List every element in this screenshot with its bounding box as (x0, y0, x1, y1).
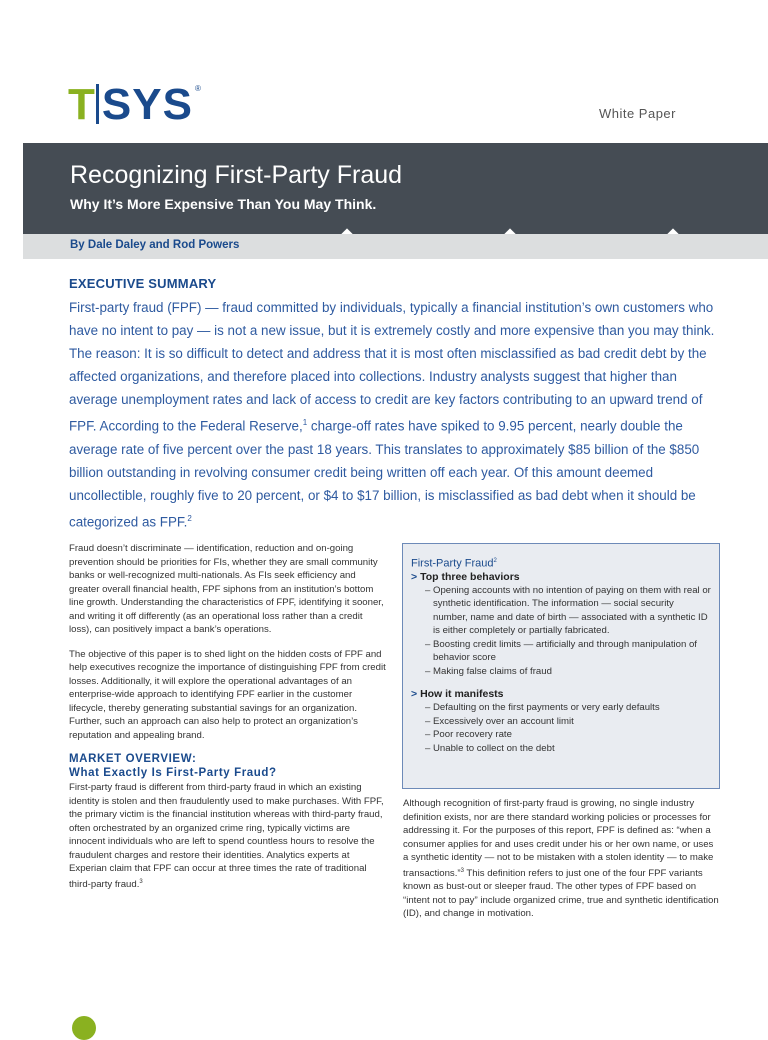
list-item: – Poor recovery rate (425, 729, 512, 741)
paragraph: Fraud doesn’t discriminate — identification, reduction and on-going prevention should be priorities for FIs, whether they are small community banks or well-recognized multi-nationals. As FIs seek efficiency and greater overall financial health, FPF siphons from an institution’s bottom line growth. Understanding the characteristics of FPF, identifying it sooner, and writing it off differently (as an operational loss rather than a credit loss), can positively impact a bank’s operations. (69, 543, 384, 635)
list-item: – Boosting credit limits — artificially and through manipulation of behavior score (425, 638, 697, 664)
page-subtitle: Why It’s More Expensive Than You May Think. (70, 196, 377, 212)
logo-sys: SYS (101, 80, 193, 129)
manifests-list (425, 701, 711, 755)
paragraph-text: Although recognition of first-party fraud is growing, no single industry definition exists, nor are there standard working policies or processes for addressing it. For the purposes of this report, FPF is defined as: “when a consumer applies for and uses credit under his or her own name, or uses a synthetic identity — not to be mistaken with a stolen identity — to make transactions.” (403, 798, 714, 879)
paragraph-text: First-party fraud is different from third-party fraud in which an existing identity is stolen and then fraudulently used to make purchases. With FPF, the primary victim is the financial institution whereas with third-party fraud, often orchestrated by an organized crime ring, typically victims are innocent individuals who are left to spend countless hours to resolve the fraudulent charges and restore their identities. Analytics experts at Experian claim that FPF can occur at three times the rate of traditional third-party fraud. (69, 782, 384, 890)
list-item: – Making false claims of fraud (425, 665, 552, 677)
footnote-ref: 3 (139, 878, 143, 885)
paragraph: The objective of this paper is to shed light on the hidden costs of FPF and help executives recognize the importance of distinguishing FPF from credit losses. Additionally, it will explore the operational advantages of an enterprise-wide approach to identifying FPF earlier in the customer lifecycle, thereby generating substantial savings for an organization. Further, such an approach can also help to protect an organization’s reputation and appealing brand. (69, 648, 386, 741)
manifests-heading-text: How it manifests (420, 688, 504, 701)
list-item: – Excessively over an account limit (425, 715, 574, 727)
market-overview-heading: MARKET OVERVIEW: (69, 753, 197, 765)
left-column (69, 542, 387, 902)
paragraph-text: This definition refers to just one of the four FPF variants known as bust-out or sleeper fraud. The other types of FPF based on “intent not to pay” include organized crime, true and synthetic identification (ID), and change in motivation. (403, 867, 719, 920)
footnote-ref: 1 (302, 418, 308, 428)
callout-title-text: First-Party Fraud (411, 557, 494, 570)
title-banner (23, 143, 768, 234)
behaviors-list (425, 584, 711, 679)
executive-summary-heading: EXECUTIVE SUMMARY (69, 276, 217, 291)
manifests-heading (411, 688, 711, 701)
exec-text-part: charge-off rates have spiked to 9.95 percent, nearly double the average rate of five percent over the past 18 years. This translates to approximately $85 billion of the $850 billion outstanding in revolving consumer credit being written off each year. Of this amount deemed uncollectible, roughly five to 20 percent, or $4 to $17 billion, is misclassified as bad debt when it should be categorized as FPF. (69, 418, 700, 530)
document-type-label: White Paper (598, 106, 676, 121)
tsys-logo (68, 80, 201, 129)
chevron-right-icon: > (411, 570, 418, 583)
executive-summary-text (69, 296, 724, 534)
right-column (403, 797, 721, 932)
logo-registered-mark: ® (194, 84, 201, 93)
behaviors-heading-text: Top three behaviors (420, 570, 520, 583)
footnote-ref: 2 (187, 514, 192, 524)
footer-logo-icon (72, 1016, 96, 1040)
authors-bar (23, 234, 768, 259)
list-item: – Defaulting on the first payments or very early defaults (425, 702, 660, 714)
paragraph (69, 781, 387, 891)
logo-t: T (68, 80, 94, 129)
chevron-right-icon: > (411, 688, 418, 701)
footnote-ref: 2 (493, 558, 497, 564)
first-party-fraud-callout (402, 543, 720, 789)
paragraph (403, 797, 721, 921)
logo-divider (96, 84, 99, 124)
authors-byline: By Dale Daley and Rod Powers (70, 239, 240, 251)
callout-title (411, 554, 711, 571)
page-title: Recognizing First-Party Fraud (70, 161, 403, 189)
footnote-ref: 3 (460, 867, 464, 874)
exec-text-part: First-party fraud (FPF) — fraud committed by individuals, typically a financial institution’s own customers who have no intent to pay — is not a new issue, but it is extremely costly and more expensive than you may think. The reason: It is so difficult to detect and address that it is most often misclassified as bad credit debt by the affected organizations, and therefore placed into collections. Industry analysts suggest that higher than average unemployment rates and lack of access to credit are key factors contributing to an upward trend of FPF. According to the Federal Reserve, (69, 300, 715, 434)
behaviors-heading (411, 571, 711, 584)
list-item: – Unable to collect on the debt (425, 742, 555, 754)
list-item: – Opening accounts with no intention of paying on them with real or synthetic identification. The information — social security number, name and date of birth — associated with a synthetic ID is either completely or partially fabricated. (425, 584, 711, 637)
market-overview-subheading: What Exactly Is First-Party Fraud? (69, 767, 277, 779)
